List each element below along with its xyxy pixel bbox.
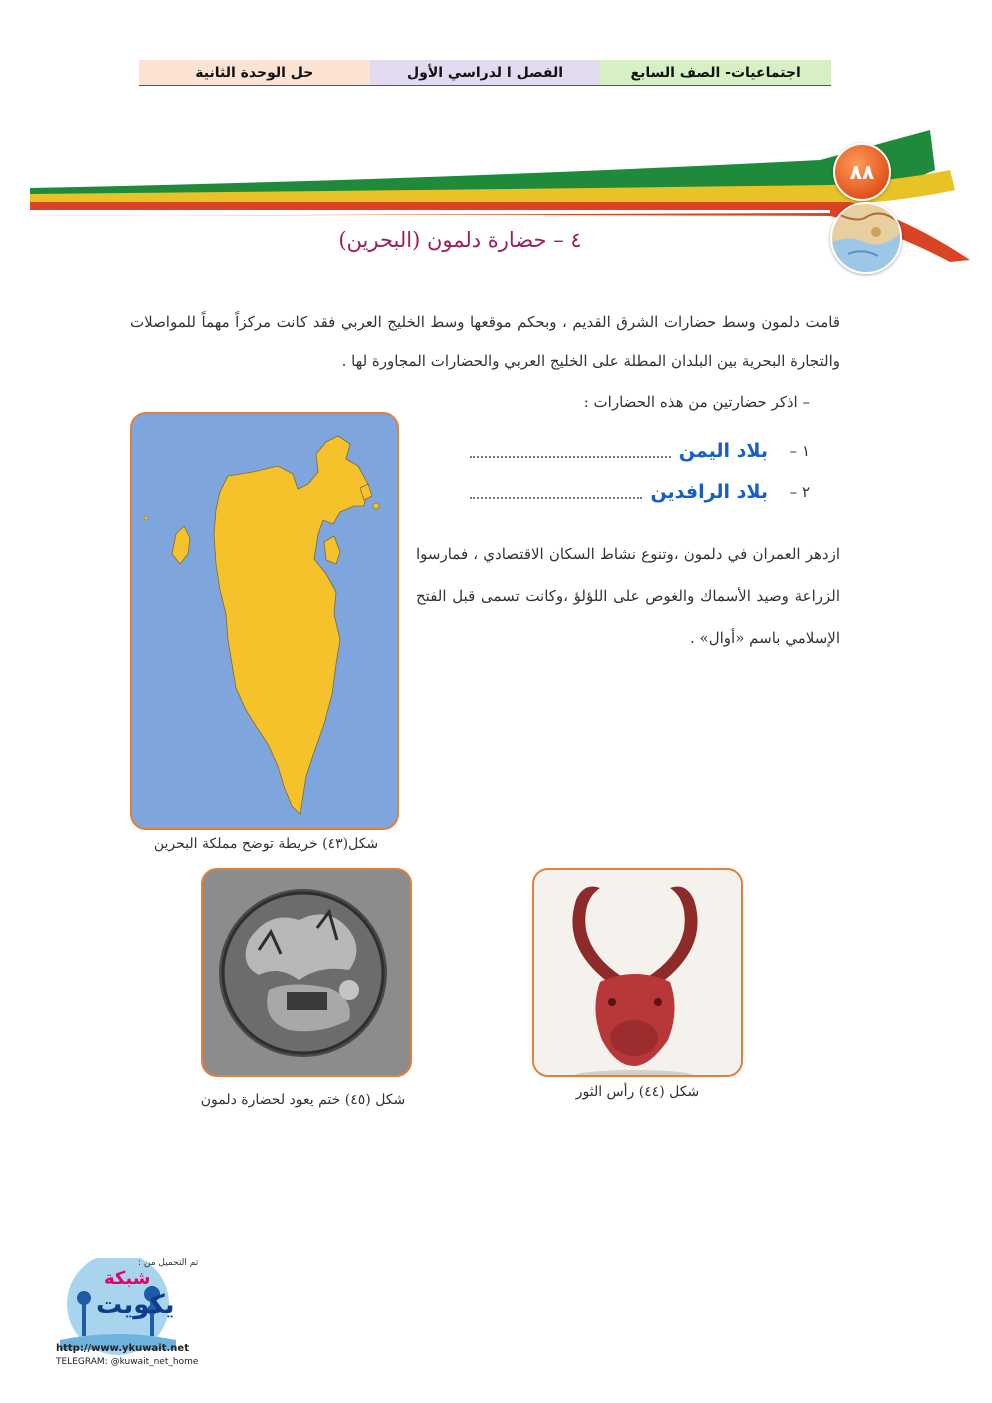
logo-url[interactable]: http://www.ykuwait.net bbox=[56, 1343, 189, 1354]
figure-45-caption: شكل (٤٥) ختم يعود لحضارة دلمون bbox=[200, 1092, 406, 1108]
header-term: الفصل ا لدراسي الأول bbox=[370, 60, 601, 85]
dilmun-seal-figure bbox=[201, 868, 412, 1077]
answer-value: بلاد اليمن bbox=[678, 440, 768, 462]
dilmun-seal-image bbox=[201, 870, 410, 1077]
logo-name-bottom: يكويت bbox=[96, 1290, 175, 1320]
answer-number: ٢ – bbox=[789, 483, 810, 501]
figure-43-caption: شكل(٤٣) خريطة توضح مملكة البحرين bbox=[153, 836, 379, 852]
answer-number: ١ – bbox=[789, 442, 810, 460]
dotted-line bbox=[470, 497, 642, 499]
answer-value: بلاد الرافدين bbox=[650, 481, 768, 503]
dotted-line bbox=[470, 456, 671, 458]
section-title: ٤ – حضارة دلمون (البحرين) bbox=[338, 228, 582, 252]
decorative-map-icon bbox=[830, 202, 902, 274]
question-text: – اذكر حضارتين من هذه الحضارات : bbox=[583, 393, 810, 411]
answer-row-1 bbox=[470, 435, 810, 467]
decorative-ribbon bbox=[30, 130, 970, 280]
header-bar bbox=[139, 60, 831, 86]
intro-paragraph: قامت دلمون وسط حضارات الشرق القديم ، وبحكم موقعها وسط الخليج العربي فقد كانت مركزاً مهماً للمواصلات والتجارة البحرية بين البلدان المطلة على الخليج العربي والحضارات المجاورة لها . bbox=[130, 313, 840, 370]
second-paragraph: ازدهر العمران في دلمون ،وتنوع نشاط السكان الاقتصادي ، فمارسوا الزراعة وصيد الأسماك والغوص على اللؤلؤ ،وكانت تسمى قبل الفتح الإسلامي باسم «أوال» . bbox=[416, 545, 840, 647]
bull-head-image bbox=[532, 870, 741, 1077]
bahrain-map-image bbox=[130, 414, 397, 830]
header-unit: حل الوحدة الثانية bbox=[139, 60, 370, 85]
logo-name-top: شبكة bbox=[104, 1268, 151, 1289]
bull-head-figure bbox=[532, 868, 743, 1077]
header-subject: اجتماعيات- الصف السابع bbox=[600, 60, 831, 85]
answer-row-2 bbox=[470, 476, 810, 508]
logo-telegram: TELEGRAM: @kuwait_net_home bbox=[56, 1357, 199, 1367]
bahrain-map-figure bbox=[130, 412, 399, 830]
page-number-badge: ٨٨ bbox=[833, 143, 891, 201]
figure-44-caption: شكل (٤٤) رأس الثور bbox=[575, 1084, 700, 1100]
logo-download-note: تم التحميل من : bbox=[138, 1258, 199, 1268]
